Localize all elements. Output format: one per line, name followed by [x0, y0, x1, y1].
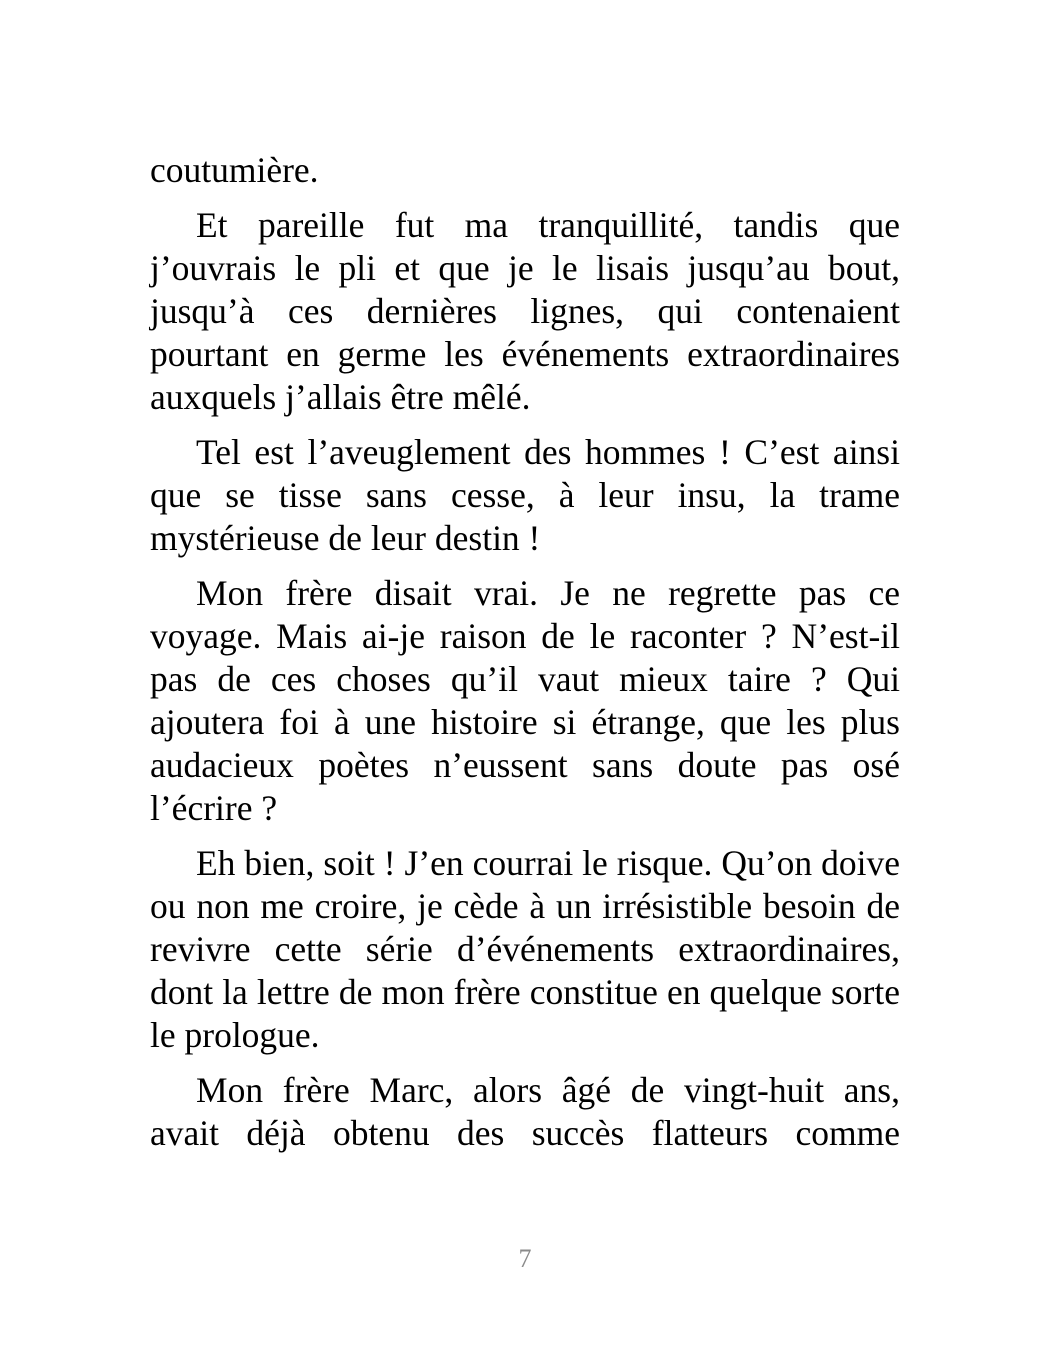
text-body — [150, 149, 900, 1167]
paragraph-truncated: Mon frère Marc, alors âgé de vingt-huit ans, avait déjà obtenu des succès flatteurs comme — [150, 1070, 900, 1153]
paragraph-continuation: coutumière. — [150, 150, 319, 190]
paragraph: Eh bien, soit ! J’en courrai le risque. Qu’on doive ou non me croire, je cède à un irrésistible besoin de revivre cette série d’événements extraordinaires, dont la lettre de mon frère constitue en quelque sorte le prologue. — [150, 843, 900, 1055]
paragraph: Et pareille fut ma tranquillité, tandis que j’ouvrais le pli et que je le lisais jusqu’au bout, jusqu’à ces dernières lignes, qui contenaient pourtant en germe les événements extraordinaires auxquels j’allais être mêlé. — [150, 205, 900, 417]
paragraph: Mon frère disait vrai. Je ne regrette pas ce voyage. Mais ai-je raison de le raconter ? N’est-il pas de ces choses qu’il vaut mieux taire ? Qui ajoutera foi à une histoire si étrange, que les plus audacieux poètes n’eussent sans doute pas osé l’écrire ? — [150, 573, 900, 828]
page-number: 7 — [518, 1244, 532, 1273]
paragraph: Tel est l’aveuglement des hommes ! C’est ainsi que se tisse sans cesse, à leur insu, la trame mystérieuse de leur destin ! — [150, 432, 900, 558]
